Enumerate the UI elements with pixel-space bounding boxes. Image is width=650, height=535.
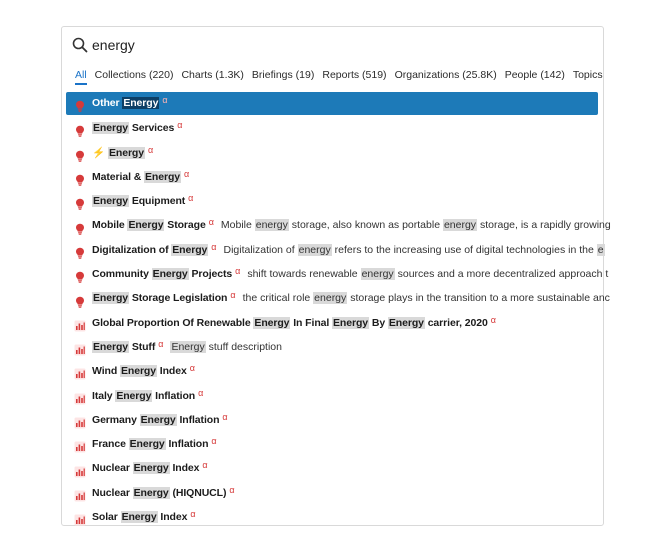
title-text: Nuclear — [92, 462, 133, 475]
title-text: Inflation — [165, 438, 209, 451]
result-title — [92, 390, 195, 402]
alpha-badge: α — [235, 266, 241, 277]
title-text: In Final — [290, 316, 333, 329]
title-text: Storage — [164, 219, 206, 232]
description-text: storage plays in the transition to a more sustainable anc — [347, 292, 610, 305]
bar-chart-icon — [74, 390, 86, 402]
description-text: storage, also known as portable — [288, 219, 443, 232]
description-text: Mobile — [220, 219, 255, 232]
alpha-badge: α — [211, 241, 217, 252]
result-item[interactable] — [66, 432, 598, 456]
result-item[interactable] — [66, 165, 598, 189]
result-description — [170, 341, 282, 353]
alpha-badge: α — [189, 363, 195, 374]
lightbulb-icon — [74, 171, 86, 183]
result-title — [92, 147, 145, 159]
result-title — [92, 487, 226, 499]
alpha-badge: α — [162, 95, 168, 105]
description-text: sources and a more decentralized approach t — [394, 268, 609, 281]
result-item[interactable] — [66, 116, 598, 140]
match-highlight: Energy — [133, 462, 169, 475]
match-highlight: Energy — [128, 219, 164, 232]
match-highlight: energy — [443, 219, 477, 232]
result-title — [92, 414, 219, 426]
match-highlight: Energy — [93, 122, 128, 135]
title-text: Index — [157, 511, 188, 524]
tab-charts[interactable]: Charts (1.3K) — [181, 69, 244, 81]
title-text: Wind — [92, 365, 120, 378]
result-item[interactable] — [66, 456, 598, 480]
alpha-badge: α — [198, 387, 204, 398]
match-highlight: Energy — [93, 340, 128, 353]
lightbulb-icon — [74, 244, 86, 256]
bar-chart-icon — [74, 511, 86, 523]
title-text: Nuclear — [92, 486, 133, 499]
result-item[interactable] — [66, 481, 598, 505]
alpha-badge: α — [184, 168, 190, 179]
result-description — [223, 244, 604, 256]
result-item[interactable] — [66, 384, 598, 408]
result-item[interactable] — [66, 262, 609, 286]
result-title — [92, 511, 187, 523]
result-item[interactable] — [66, 335, 598, 359]
description-text: shift towards renewable — [247, 268, 361, 281]
result-title — [92, 317, 488, 329]
bar-chart-icon — [74, 463, 86, 475]
tab-briefings[interactable]: Briefings (19) — [251, 69, 315, 81]
result-item[interactable] — [66, 311, 598, 335]
title-text: (HIQNUCL) — [169, 486, 227, 499]
result-description — [247, 268, 608, 280]
result-title — [92, 122, 174, 134]
title-text: Storage Legislation — [129, 292, 228, 305]
lightning-icon: ⚡ — [92, 146, 105, 159]
alpha-badge: α — [211, 436, 217, 447]
search-bar — [62, 27, 603, 63]
alpha-badge: α — [230, 290, 236, 301]
tab-reports[interactable]: Reports (519) — [322, 69, 387, 81]
tab-topics[interactable]: Topics — [572, 69, 603, 81]
result-item[interactable] — [66, 286, 610, 310]
title-text: Services — [129, 122, 175, 135]
match-highlight: energy — [255, 219, 288, 232]
results-list — [66, 92, 611, 529]
description-text: stuff description — [205, 340, 282, 353]
match-highlight: e — [597, 243, 604, 256]
title-text: Material & — [92, 170, 144, 183]
title-text: Inflation — [176, 413, 220, 426]
bar-chart-icon — [74, 438, 86, 450]
match-highlight: Energy — [333, 316, 369, 329]
search-icon — [72, 37, 88, 53]
result-item[interactable] — [66, 238, 604, 262]
match-highlight: Energy — [121, 511, 157, 524]
alpha-badge: α — [490, 314, 496, 325]
bar-chart-icon — [74, 341, 86, 353]
alpha-badge: α — [229, 484, 235, 495]
lightbulb-icon — [74, 122, 86, 134]
tab-organizations[interactable]: Organizations (25.8K) — [394, 69, 497, 81]
alpha-badge: α — [177, 120, 183, 131]
alpha-badge: α — [208, 217, 214, 228]
description-text: refers to the increasing use of digital technologies in the — [331, 243, 597, 256]
match-highlight: Energy — [93, 292, 128, 305]
result-title — [92, 438, 208, 450]
title-text: Mobile — [92, 219, 128, 232]
match-highlight: Energy — [172, 243, 208, 256]
result-item[interactable] — [66, 92, 598, 115]
tab-people[interactable]: People (142) — [504, 69, 565, 81]
title-text: Global Proportion Of Renewable — [92, 316, 254, 329]
title-text: France — [92, 438, 129, 451]
bar-chart-icon — [74, 365, 86, 377]
result-item[interactable] — [66, 505, 598, 529]
alpha-badge: α — [190, 509, 196, 520]
title-text: Community — [92, 268, 152, 281]
result-title — [92, 341, 155, 353]
match-highlight: Energy — [388, 316, 424, 329]
lightbulb-icon — [74, 147, 86, 159]
title-text: Other — [92, 97, 123, 109]
title-text: By — [369, 316, 388, 329]
result-title — [92, 244, 208, 256]
tab-all[interactable]: All — [75, 63, 87, 87]
search-input[interactable] — [92, 34, 572, 56]
bar-chart-icon — [74, 414, 86, 426]
match-highlight: Energy — [152, 268, 188, 281]
description-text: the critical role — [242, 292, 314, 305]
match-highlight: Energy — [133, 486, 169, 499]
title-text: Equipment — [129, 195, 186, 208]
match-highlight: Energy — [254, 316, 290, 329]
search-panel — [61, 26, 611, 526]
title-text: Projects — [188, 268, 233, 281]
title-text: carrier, 2020 — [424, 316, 488, 329]
bar-chart-icon — [74, 487, 86, 499]
title-text: Solar — [92, 511, 121, 524]
title-text: Index — [156, 365, 187, 378]
alpha-badge: α — [147, 144, 154, 155]
title-text: Index — [169, 462, 200, 475]
match-highlight: Energy — [145, 170, 180, 183]
lightbulb-icon — [74, 293, 86, 305]
alpha-badge: α — [202, 460, 208, 471]
result-title — [92, 171, 181, 183]
alpha-badge: α — [222, 411, 228, 422]
title-text: Inflation — [152, 389, 196, 402]
alpha-badge: α — [158, 338, 164, 349]
match-highlight: Energy — [171, 340, 205, 353]
result-title — [92, 195, 185, 207]
title-text: Italy — [92, 389, 116, 402]
result-title — [92, 365, 187, 377]
match-highlight: energy — [298, 243, 331, 256]
result-description — [221, 219, 611, 231]
result-item[interactable] — [66, 359, 598, 383]
match-highlight: Energy — [140, 413, 176, 426]
match-highlight: Energy — [120, 365, 156, 378]
description-text: storage, is a rapidly growing — [477, 219, 611, 232]
description-text: Digitalization of — [223, 243, 298, 256]
lightbulb-icon — [74, 220, 86, 232]
result-item[interactable] — [66, 189, 598, 213]
match-highlight: Energy — [93, 195, 128, 208]
alpha-badge: α — [188, 193, 194, 204]
match-highlight: Energy — [116, 389, 152, 402]
result-item[interactable] — [66, 408, 598, 432]
result-title — [92, 292, 227, 304]
result-description — [243, 292, 610, 304]
result-title — [92, 268, 232, 280]
title-text: Germany — [92, 413, 140, 426]
match-highlight: Energy — [108, 146, 144, 159]
result-item[interactable] — [66, 213, 611, 237]
lightbulb-icon — [74, 268, 86, 280]
match-highlight: Energy — [123, 97, 159, 109]
result-item[interactable] — [66, 141, 598, 165]
tab-collections[interactable]: Collections (220) — [94, 69, 174, 81]
bar-chart-icon — [74, 317, 86, 329]
result-title — [92, 97, 159, 109]
lightbulb-icon — [74, 98, 86, 110]
match-highlight: energy — [314, 292, 347, 305]
match-highlight: energy — [361, 268, 394, 281]
result-type-tabs — [62, 63, 603, 87]
lightbulb-icon — [74, 195, 86, 207]
result-title — [92, 462, 199, 474]
title-text: Stuff — [129, 340, 156, 353]
title-text: Digitalization of — [92, 243, 172, 256]
match-highlight: Energy — [129, 438, 165, 451]
result-title — [92, 219, 206, 231]
